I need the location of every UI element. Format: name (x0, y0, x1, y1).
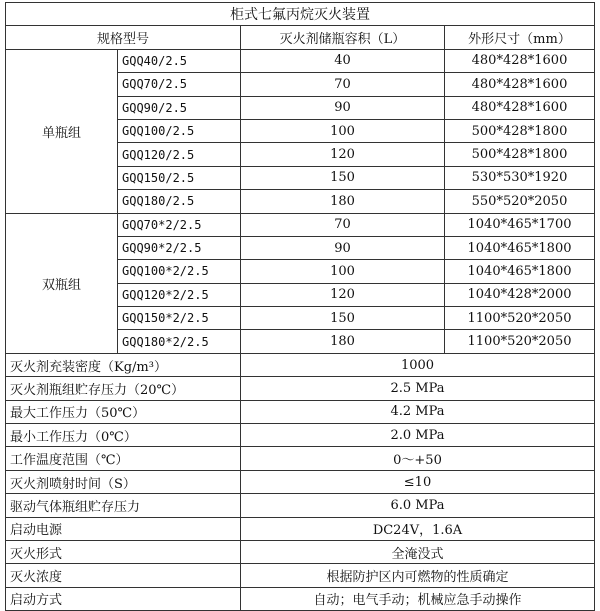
spec-row (6, 424, 595, 447)
model-cell: GQQ180*2/2.5 (118, 330, 241, 353)
spec-label: 最小工作压力（0℃） (6, 424, 241, 447)
volume-cell: 120 (241, 283, 445, 306)
spec-label: 启动电源 (6, 517, 241, 540)
spec-row (6, 564, 595, 587)
spec-row (6, 470, 595, 493)
table-row (6, 213, 595, 236)
spec-label: 灭火浓度 (6, 564, 241, 587)
volume-cell: 100 (241, 119, 445, 142)
model-cell: GQQ90*2/2.5 (118, 236, 241, 259)
group-label: 单瓶组 (6, 49, 118, 213)
size-cell: 500*428*1800 (445, 143, 595, 166)
header-row (6, 26, 595, 49)
spec-label: 灭火剂瓶组贮存压力（20℃） (6, 377, 241, 400)
model-cell: GQQ70/2.5 (118, 73, 241, 96)
header-size: 外形尺寸（mm） (445, 26, 595, 49)
spec-value: 1000 (241, 353, 595, 376)
volume-cell: 120 (241, 143, 445, 166)
spec-row (6, 517, 595, 540)
size-cell: 550*520*2050 (445, 190, 595, 213)
model-cell: GQQ100*2/2.5 (118, 260, 241, 283)
volume-cell: 150 (241, 166, 445, 189)
model-cell: GQQ70*2/2.5 (118, 213, 241, 236)
model-cell: GQQ150/2.5 (118, 166, 241, 189)
size-cell: 1040*465*1800 (445, 236, 595, 259)
model-cell: GQQ150*2/2.5 (118, 307, 241, 330)
spec-value: DC24V，1.6A (241, 517, 595, 540)
volume-cell: 180 (241, 190, 445, 213)
spec-value: 2.5 MPa (241, 377, 595, 400)
volume-cell: 70 (241, 73, 445, 96)
volume-cell: 100 (241, 260, 445, 283)
spec-value: 根据防护区内可燃物的性质确定 (241, 564, 595, 587)
spec-value: 全淹没式 (241, 540, 595, 563)
spec-row (6, 400, 595, 423)
size-cell: 500*428*1800 (445, 119, 595, 142)
spec-value: 6.0 MPa (241, 494, 595, 517)
model-cell: GQQ120*2/2.5 (118, 283, 241, 306)
spec-row (6, 540, 595, 563)
spec-label: 工作温度范围（℃） (6, 447, 241, 470)
spec-row (6, 587, 595, 610)
spec-table (5, 2, 595, 611)
size-cell: 1040*465*1700 (445, 213, 595, 236)
spec-value: ≤10 (241, 470, 595, 493)
volume-cell: 90 (241, 236, 445, 259)
volume-cell: 180 (241, 330, 445, 353)
volume-cell: 90 (241, 96, 445, 119)
title-row (6, 3, 595, 26)
table-row (6, 49, 595, 72)
size-cell: 480*428*1600 (445, 73, 595, 96)
model-cell: GQQ40/2.5 (118, 49, 241, 72)
spec-label: 启动方式 (6, 587, 241, 610)
header-volume: 灭火剂储瓶容积（L） (241, 26, 445, 49)
size-cell: 480*428*1600 (445, 96, 595, 119)
size-cell: 1100*520*2050 (445, 330, 595, 353)
spec-value: 2.0 MPa (241, 424, 595, 447)
model-cell: GQQ180/2.5 (118, 190, 241, 213)
table-title: 柜式七氟丙烷灭火装置 (6, 3, 595, 26)
spec-row (6, 447, 595, 470)
spec-row (6, 377, 595, 400)
spec-row (6, 494, 595, 517)
spec-label: 灭火剂充装密度（Kg/m³） (6, 353, 241, 376)
header-model: 规格型号 (6, 26, 241, 49)
volume-cell: 150 (241, 307, 445, 330)
size-cell: 1040*465*1800 (445, 260, 595, 283)
group-label: 双瓶组 (6, 213, 118, 353)
size-cell: 1040*428*2000 (445, 283, 595, 306)
volume-cell: 40 (241, 49, 445, 72)
spec-label: 驱动气体瓶组贮存压力 (6, 494, 241, 517)
spec-label: 灭火剂喷射时间（S） (6, 470, 241, 493)
model-cell: GQQ90/2.5 (118, 96, 241, 119)
model-cell: GQQ100/2.5 (118, 119, 241, 142)
spec-value: 自动；电气手动；机械应急手动操作 (241, 587, 595, 610)
volume-cell: 70 (241, 213, 445, 236)
spec-label: 灭火形式 (6, 540, 241, 563)
spec-label: 最大工作压力（50℃） (6, 400, 241, 423)
size-cell: 480*428*1600 (445, 49, 595, 72)
spec-row (6, 353, 595, 376)
size-cell: 530*530*1920 (445, 166, 595, 189)
spec-value: 4.2 MPa (241, 400, 595, 423)
size-cell: 1100*520*2050 (445, 307, 595, 330)
spec-value: 0～+50 (241, 447, 595, 470)
model-cell: GQQ120/2.5 (118, 143, 241, 166)
